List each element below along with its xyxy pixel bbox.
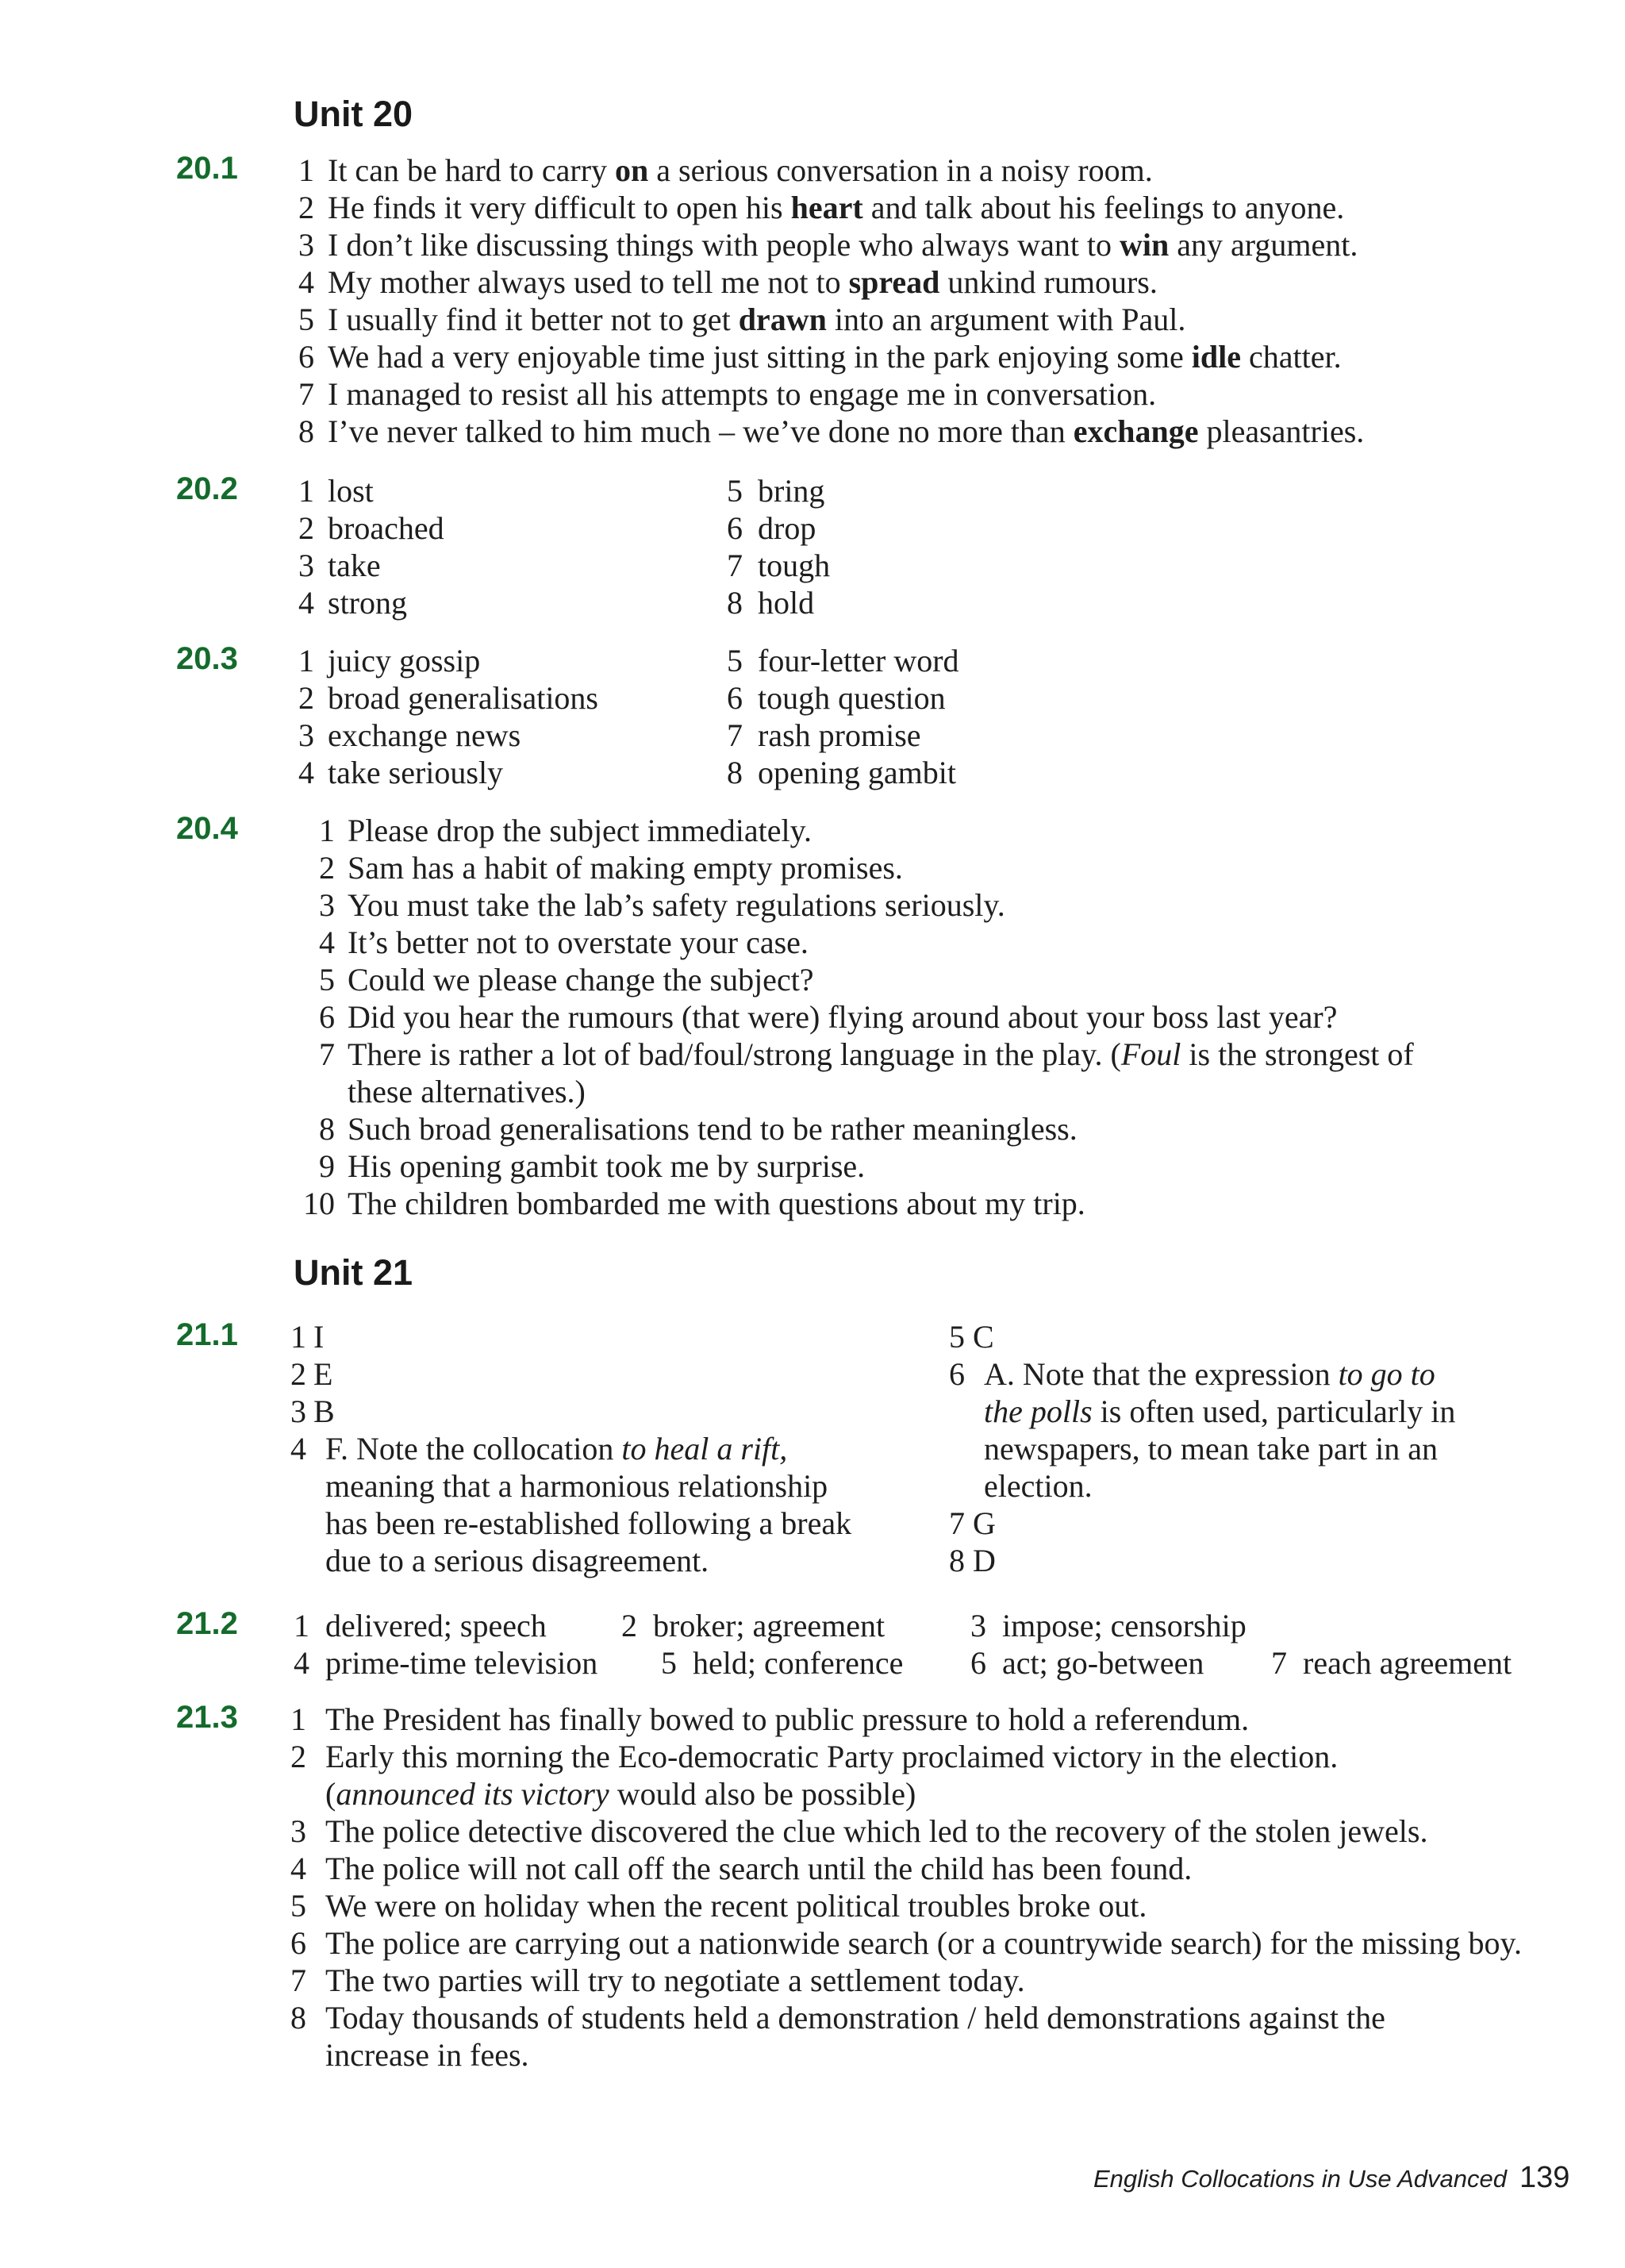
page-footer bbox=[1093, 2161, 1569, 2195]
answer-line: I bbox=[313, 1319, 325, 1355]
book-title: English Collocations in Use Advanced bbox=[1093, 2165, 1507, 2193]
answer-line: The police are carrying out a nationwide search (or a countrywide search) for the missing boy. bbox=[325, 1925, 1522, 1961]
answer-line: take bbox=[328, 548, 381, 583]
answer-item: 1 delivered; speech bbox=[294, 1608, 547, 1643]
answer-line: D bbox=[973, 1543, 996, 1578]
item-number: 6 bbox=[298, 339, 314, 375]
answer-line: F. Note the collocation to heal a rift, bbox=[325, 1431, 788, 1467]
answer-line: It can be hard to carry on a serious conversation in a noisy room. bbox=[328, 152, 1153, 188]
answer-item: 4 prime-time television bbox=[294, 1645, 598, 1681]
answer-line: The children bombarded me with questions about my trip. bbox=[348, 1186, 1085, 1221]
answer-line-continuation: the polls is often used, particularly in bbox=[984, 1393, 1456, 1429]
item-number: 5 bbox=[319, 962, 335, 998]
item-number: 10 bbox=[303, 1186, 335, 1221]
item-number: 4 bbox=[290, 1431, 306, 1467]
item-number: 2 bbox=[290, 1739, 306, 1774]
answer-line: A. Note that the expression to go to bbox=[984, 1356, 1435, 1392]
item-number: 7 bbox=[298, 376, 314, 412]
answer-line: I’ve never talked to him much – we’ve done no more than exchange pleasantries. bbox=[328, 413, 1365, 449]
answer-line: My mother always used to tell me not to spread unkind rumours. bbox=[328, 264, 1158, 300]
item-number: 4 bbox=[298, 755, 314, 790]
answer-line-continuation: meaning that a harmonious relationship bbox=[325, 1468, 828, 1504]
answer-line: His opening gambit took me by surprise. bbox=[348, 1148, 866, 1184]
item-number: 3 bbox=[298, 548, 314, 583]
exercise-number: 21.3 bbox=[176, 1700, 238, 1735]
item-number: 6 bbox=[319, 999, 335, 1035]
item-number: 7 bbox=[319, 1036, 335, 1072]
item-number: 2 bbox=[298, 680, 314, 716]
item-number: 8 bbox=[298, 413, 314, 449]
answer-line: Please drop the subject immediately. bbox=[348, 813, 812, 848]
item-number: 8 bbox=[727, 585, 743, 621]
item-number: 1 bbox=[290, 1701, 306, 1737]
item-number: 3 bbox=[298, 227, 314, 263]
answer-line: opening gambit bbox=[758, 755, 956, 790]
exercise-number: 20.4 bbox=[176, 811, 238, 846]
item-number: 3 bbox=[290, 1813, 306, 1849]
item-number: 6 bbox=[727, 680, 743, 716]
item-number: 8 bbox=[290, 2000, 306, 2035]
item-number: 6 bbox=[290, 1925, 306, 1961]
answer-item: 5 held; conference bbox=[661, 1645, 904, 1681]
unit-heading: Unit 20 bbox=[294, 94, 413, 134]
exercise-number: 20.3 bbox=[176, 641, 238, 676]
page-number: 139 bbox=[1519, 2161, 1570, 2194]
item-number: 9 bbox=[319, 1148, 335, 1184]
answer-line: Did you hear the rumours (that were) flying around about your boss last year? bbox=[348, 999, 1338, 1035]
item-number: 3 bbox=[290, 1393, 306, 1429]
item-number: 4 bbox=[319, 924, 335, 960]
item-number: 1 bbox=[298, 473, 314, 509]
answer-line: juicy gossip bbox=[328, 643, 481, 678]
item-number: 7 bbox=[727, 548, 743, 583]
answer-line: The police detective discovered the clue which led to the recovery of the stolen jewels. bbox=[325, 1813, 1428, 1849]
answer-line: C bbox=[973, 1319, 994, 1355]
answer-line: Early this morning the Eco-democratic Party proclaimed victory in the election. bbox=[325, 1739, 1339, 1774]
item-number: 4 bbox=[290, 1851, 306, 1886]
answer-line: The police will not call off the search until the child has been found. bbox=[325, 1851, 1193, 1886]
answer-line: tough bbox=[758, 548, 831, 583]
exercise-number: 21.1 bbox=[176, 1317, 238, 1352]
item-number: 8 bbox=[727, 755, 743, 790]
item-number: 1 bbox=[298, 152, 314, 188]
answer-line: There is rather a lot of bad/foul/strong language in the play. (Foul is the strongest of bbox=[348, 1036, 1414, 1072]
answer-item: 2 broker; agreement bbox=[621, 1608, 885, 1643]
item-number: 5 bbox=[949, 1319, 965, 1355]
answer-line: lost bbox=[328, 473, 374, 509]
exercise-number: 21.2 bbox=[176, 1606, 238, 1641]
item-number: 1 bbox=[319, 813, 335, 848]
item-number: 5 bbox=[298, 302, 314, 337]
answer-line: broached bbox=[328, 510, 444, 546]
answer-line: We were on holiday when the recent political troubles broke out. bbox=[325, 1888, 1147, 1924]
item-number: 2 bbox=[298, 190, 314, 225]
item-number: 7 bbox=[949, 1505, 965, 1541]
item-number: 6 bbox=[727, 510, 743, 546]
unit-heading: Unit 21 bbox=[294, 1252, 413, 1293]
item-number: 2 bbox=[319, 850, 335, 886]
item-number: 3 bbox=[298, 717, 314, 753]
item-number: 2 bbox=[298, 510, 314, 546]
answer-line: four-letter word bbox=[758, 643, 959, 678]
answer-line: tough question bbox=[758, 680, 946, 716]
item-number: 6 bbox=[949, 1356, 965, 1392]
answer-line: Today thousands of students held a demonstration / held demonstrations against the bbox=[325, 2000, 1385, 2035]
answer-line: broad generalisations bbox=[328, 680, 598, 716]
item-number: 4 bbox=[298, 585, 314, 621]
answer-line: He finds it very difficult to open his heart and talk about his feelings to anyone. bbox=[328, 190, 1345, 225]
exercise-number: 20.1 bbox=[176, 151, 238, 186]
answer-line: The two parties will try to negotiate a settlement today. bbox=[325, 1962, 1025, 1998]
answer-line: G bbox=[973, 1505, 996, 1541]
answer-line: take seriously bbox=[328, 755, 504, 790]
answer-line: Could we please change the subject? bbox=[348, 962, 814, 998]
answer-line: The President has finally bowed to public pressure to hold a referendum. bbox=[325, 1701, 1250, 1737]
item-number: 8 bbox=[949, 1543, 965, 1578]
answer-line: I usually find it better not to get drawn into an argument with Paul. bbox=[328, 302, 1186, 337]
item-number: 7 bbox=[727, 717, 743, 753]
answer-line-continuation: newspapers, to mean take part in an bbox=[984, 1431, 1439, 1467]
answer-item: 7 reach agreement bbox=[1271, 1645, 1512, 1681]
item-number: 7 bbox=[290, 1962, 306, 1998]
answer-item: 3 impose; censorship bbox=[970, 1608, 1247, 1643]
item-number: 5 bbox=[727, 473, 743, 509]
answer-line: You must take the lab’s safety regulations seriously. bbox=[348, 887, 1005, 923]
answer-line-continuation: increase in fees. bbox=[325, 2037, 529, 2073]
answer-line-continuation: due to a serious disagreement. bbox=[325, 1543, 709, 1578]
item-number: 2 bbox=[290, 1356, 306, 1392]
answer-line-continuation: (announced its victory would also be possible) bbox=[325, 1776, 916, 1812]
answer-line: drop bbox=[758, 510, 816, 546]
answer-line-continuation: election. bbox=[984, 1468, 1093, 1504]
answer-line: bring bbox=[758, 473, 825, 509]
answer-line: I don’t like discussing things with people who always want to win any argument. bbox=[328, 227, 1358, 263]
answer-line: rash promise bbox=[758, 717, 921, 753]
answer-line: hold bbox=[758, 585, 815, 621]
answer-item: 6 act; go-between bbox=[970, 1645, 1204, 1681]
answer-line: E bbox=[313, 1356, 333, 1392]
item-number: 3 bbox=[319, 887, 335, 923]
item-number: 1 bbox=[298, 643, 314, 678]
item-number: 8 bbox=[319, 1111, 335, 1147]
answer-line: I managed to resist all his attempts to engage me in conversation. bbox=[328, 376, 1157, 412]
answer-line: It’s better not to overstate your case. bbox=[348, 924, 809, 960]
answer-line: B bbox=[313, 1393, 335, 1429]
item-number: 4 bbox=[298, 264, 314, 300]
answer-line-continuation: has been re-established following a break bbox=[325, 1505, 852, 1541]
answer-line: Such broad generalisations tend to be rather meaningless. bbox=[348, 1111, 1078, 1147]
answer-line: strong bbox=[328, 585, 407, 621]
answer-line-continuation: these alternatives.) bbox=[348, 1074, 586, 1109]
item-number: 5 bbox=[290, 1888, 306, 1924]
answer-line: exchange news bbox=[328, 717, 521, 753]
answer-line: We had a very enjoyable time just sitting in the park enjoying some idle chatter. bbox=[328, 339, 1342, 375]
item-number: 1 bbox=[290, 1319, 306, 1355]
item-number: 5 bbox=[727, 643, 743, 678]
answer-line: Sam has a habit of making empty promises. bbox=[348, 850, 903, 886]
exercise-number: 20.2 bbox=[176, 471, 238, 506]
